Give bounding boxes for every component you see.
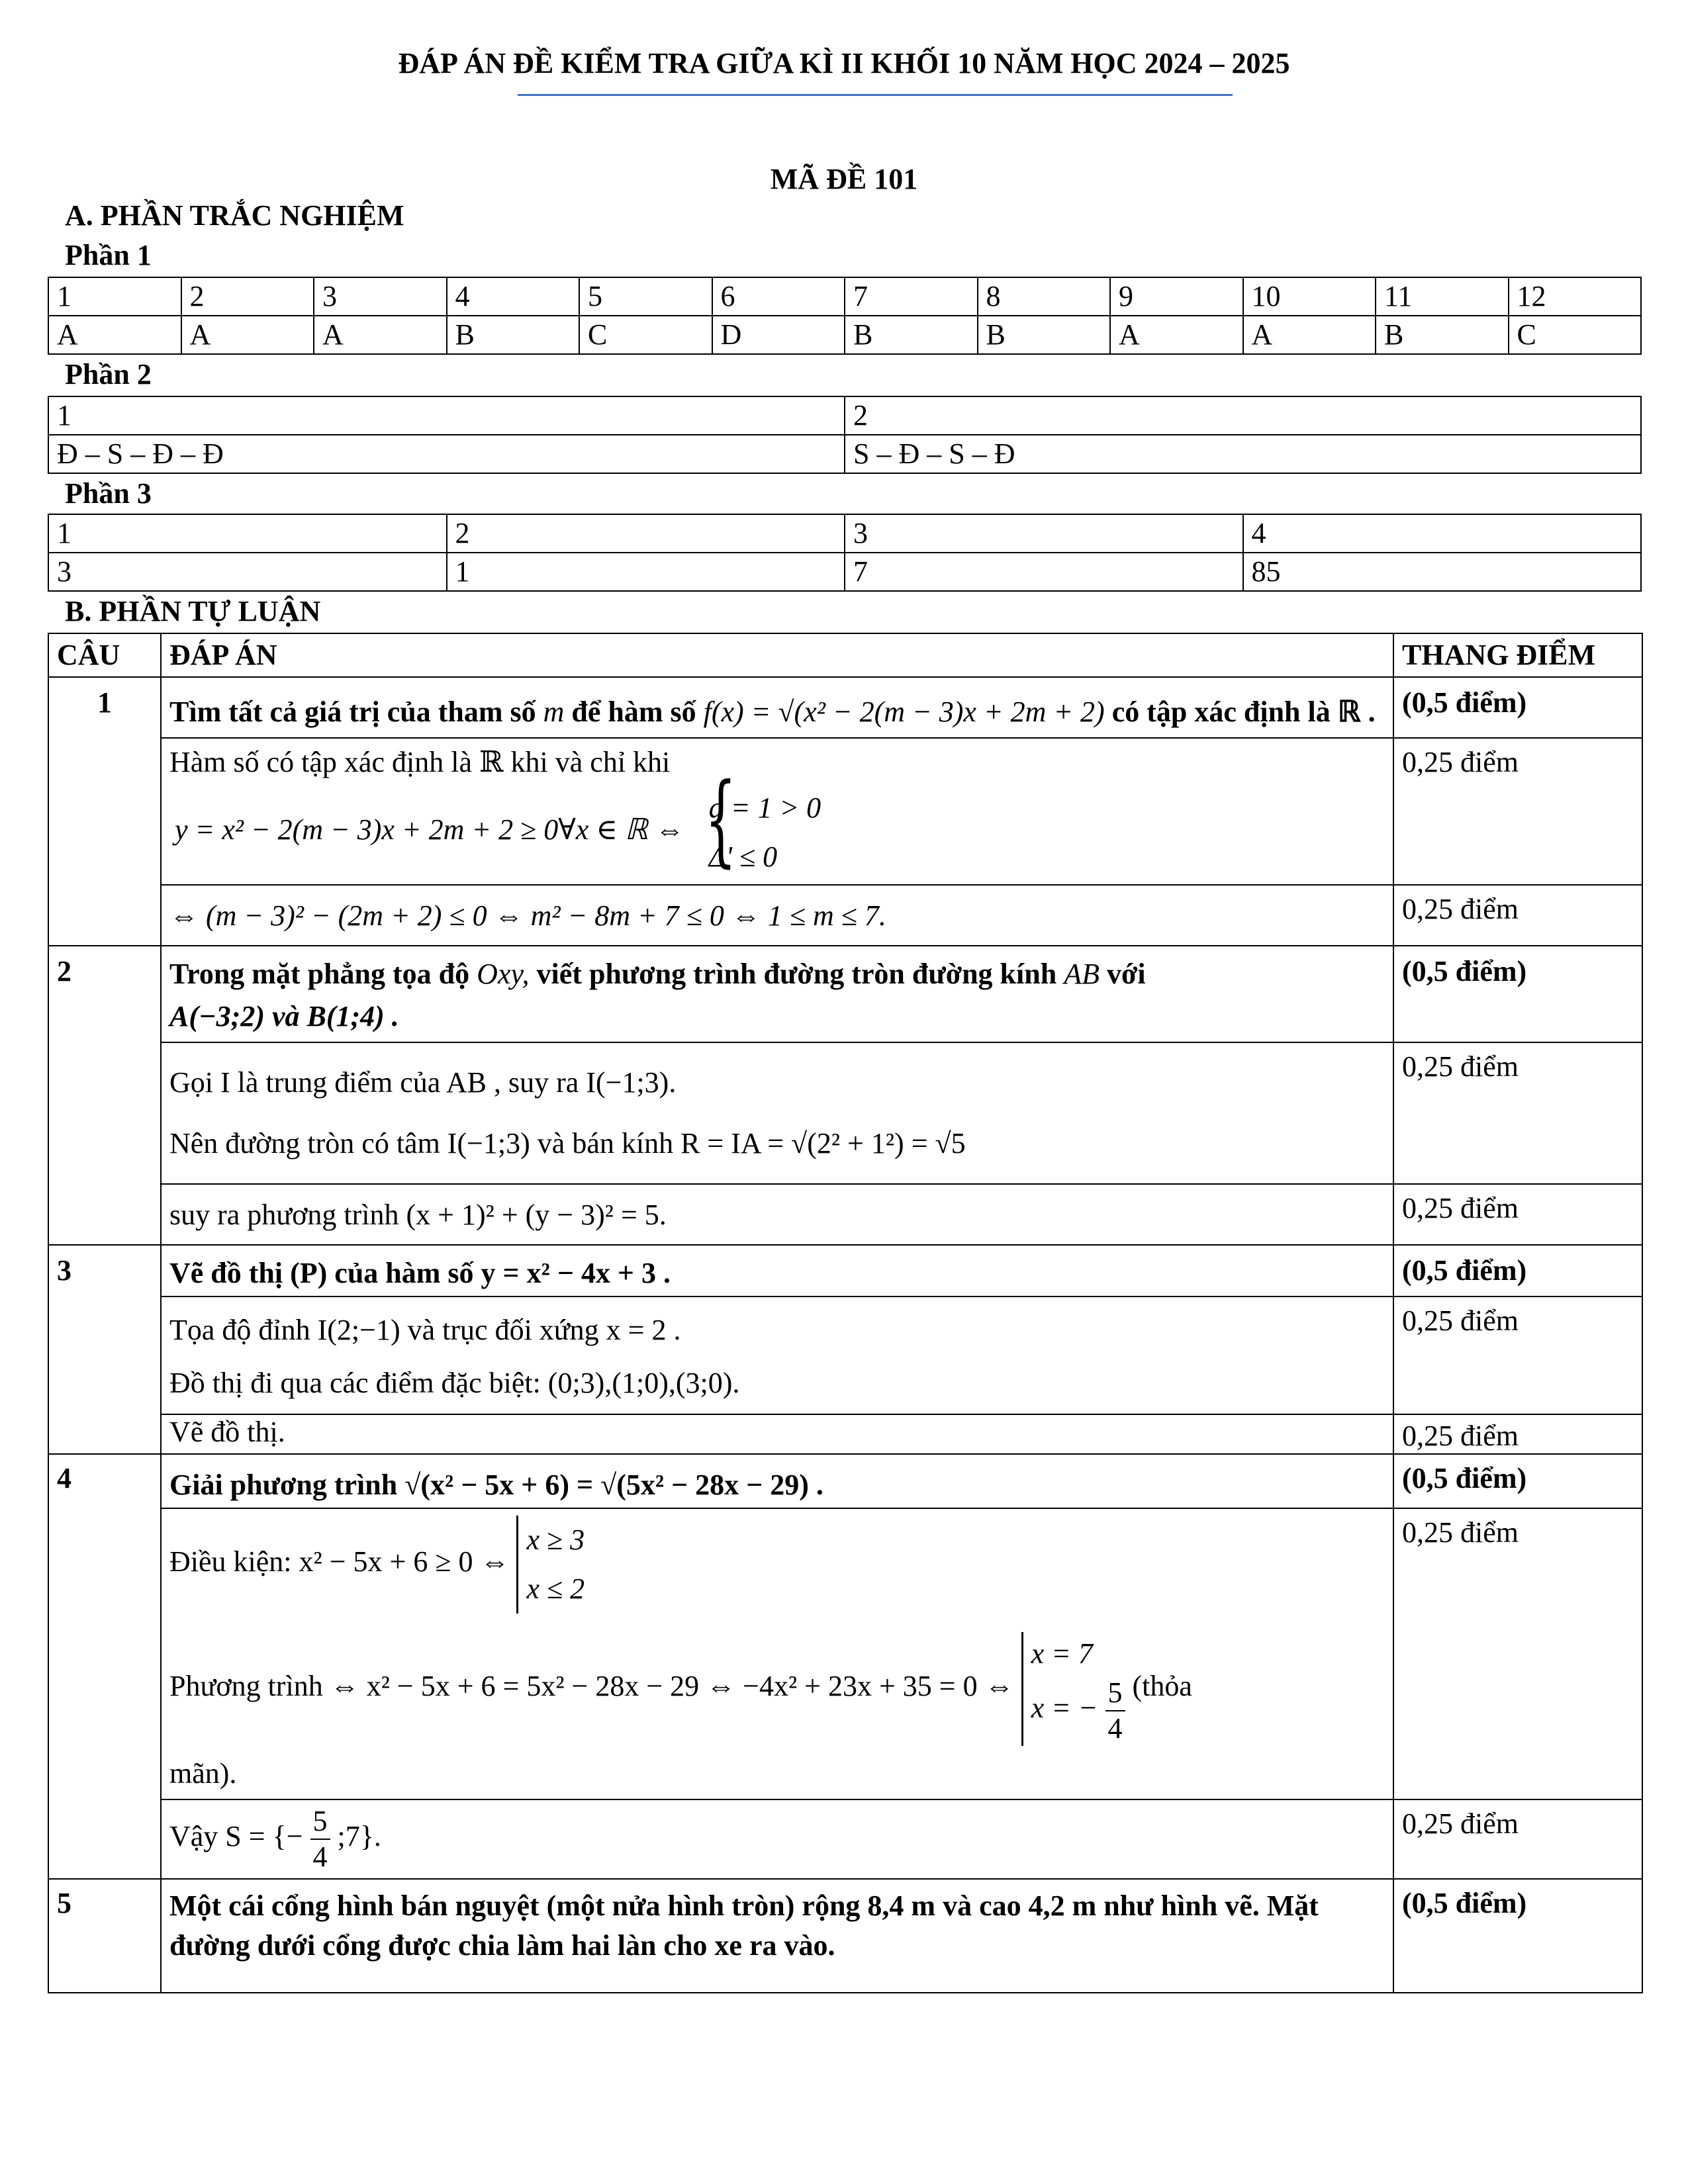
q2-ab: AB — [1064, 958, 1100, 990]
q4-step1-points: 0,25 điểm — [1393, 1508, 1642, 1799]
q4-solution-set-text: Vậy S = {− — [169, 1820, 303, 1853]
table-cell: A — [48, 316, 181, 354]
q4-solution-set-end: ;7}. — [337, 1820, 381, 1853]
table-cell: 9 — [1110, 277, 1243, 316]
q4-denominator: 4 — [1107, 1712, 1123, 1745]
q1-cond2: Δ' ≤ 0 — [708, 841, 778, 873]
exam-code: MÃ ĐỀ 101 — [770, 163, 918, 195]
page-title: ĐÁP ÁN ĐỀ KIỂM TRA GIỮA KÌ II KHỐI 10 NĂM HỌC 2024 – 2025 — [398, 47, 1290, 79]
q1-number: 1 — [48, 677, 161, 946]
table-cell: B — [1376, 316, 1509, 354]
q1-system — [692, 784, 821, 882]
q4-condition-text: Điều kiện: x² − 5x + 6 ≥ 0 ⇔ — [169, 1545, 510, 1578]
q2-prompt-row — [48, 946, 1642, 1042]
table-cell: 1 — [48, 396, 845, 435]
table-cell: 5 — [579, 277, 712, 316]
table-cell: 11 — [1376, 277, 1509, 316]
q4-step1-row — [48, 1508, 1642, 1799]
table-cell: 2 — [845, 396, 1641, 435]
q3-prompt: Vẽ đồ thị (P) của hàm số y = x² − 4x + 3 . — [161, 1245, 1393, 1297]
q3-step1-points: 0,25 điểm — [1393, 1297, 1642, 1414]
q2-prompt — [161, 946, 1393, 1042]
q5-points: (0,5 điểm) — [1393, 1879, 1642, 1993]
q1-text: để hàm số — [571, 696, 696, 728]
table-cell: A — [181, 316, 314, 354]
q4-condition-cases — [516, 1516, 585, 1614]
q4-condition — [169, 1516, 1385, 1614]
q1-step2-points: 0,25 điểm — [1393, 885, 1642, 946]
q4-step1 — [161, 1508, 1393, 1799]
q1-step1 — [161, 738, 1393, 885]
table-cell: 1 — [447, 553, 845, 591]
table-cell: 7 — [845, 277, 978, 316]
part3-number-row — [48, 514, 1641, 553]
q4-equation-text: Phương trình ⇔ x² − 5x + 6 = 5x² − 28x − 29 ⇔ −4x² + 23x + 35 = 0 ⇔ — [169, 1670, 1014, 1703]
q1-param: m — [543, 696, 565, 728]
q4-case2: x ≤ 2 — [526, 1572, 585, 1605]
q4-set-denominator: 4 — [312, 1841, 328, 1873]
q5-number: 5 — [48, 1879, 161, 1993]
table-cell: 4 — [1243, 514, 1642, 553]
essay-header-row — [48, 633, 1642, 677]
q4-case1: x ≥ 3 — [526, 1524, 585, 1556]
q2-number: 2 — [48, 946, 161, 1245]
q4-equation — [169, 1632, 1385, 1746]
q3-step2-points: 0,25 điểm — [1393, 1414, 1642, 1454]
q3-prompt-row — [48, 1245, 1642, 1297]
table-cell: A — [1110, 316, 1243, 354]
table-cell: D — [712, 316, 845, 354]
q2-text: Trong mặt phẳng tọa độ — [169, 958, 470, 990]
q4-satisfied-end: mãn). — [169, 1757, 237, 1790]
part1-answer-row — [48, 316, 1641, 354]
q4-solution1: x = 7 — [1031, 1637, 1093, 1670]
q5-prompt-row — [48, 1879, 1642, 1993]
table-cell: 85 — [1243, 553, 1642, 591]
q4-step2 — [161, 1799, 1393, 1879]
part3-table — [48, 514, 1642, 592]
q2-text: viết phương trình đường tròn đường kính — [536, 958, 1057, 990]
q4-numerator: 5 — [1105, 1676, 1125, 1711]
q1-step1-row — [48, 738, 1642, 885]
q3-step2: Vẽ đồ thị. — [161, 1414, 1393, 1454]
part1-number-row — [48, 277, 1641, 316]
table-cell: B — [845, 316, 978, 354]
q2-step1-line2: Nên đường tròn có tâm I(−1;3) và bán kính R = IA = √(2² + 1²) = √5 — [169, 1127, 966, 1160]
title-underline — [518, 94, 1233, 96]
q1-prompt-row — [48, 677, 1642, 738]
table-cell: 4 — [447, 277, 580, 316]
table-cell: 8 — [978, 277, 1111, 316]
q3-step1 — [161, 1297, 1393, 1414]
q2-step1-row — [48, 1042, 1642, 1184]
q1-cond1: { a = 1 > 0 — [708, 792, 821, 824]
q4-step2-row — [48, 1799, 1642, 1879]
q4-points: (0,5 điểm) — [1393, 1454, 1642, 1508]
q3-step1-line2: Đồ thị đi qua các điểm đặc biệt: (0;3),(1;0),(3;0). — [169, 1367, 740, 1399]
essay-table — [48, 633, 1643, 1993]
q2-step1 — [161, 1042, 1393, 1184]
q1-text: có tập xác định là ℝ . — [1111, 696, 1376, 728]
q1-step1-formula — [169, 784, 1385, 882]
header-question: CÂU — [48, 633, 161, 677]
part2-number-row — [48, 396, 1641, 435]
q1-inequality: y = x² − 2(m − 3)x + 2m + 2 ≥ 0∀x ∈ ℝ ⇔ — [175, 813, 684, 846]
table-cell: 10 — [1243, 277, 1376, 316]
table-cell: C — [1509, 316, 1642, 354]
q1-step2: ⇔ (m − 3)² − (2m + 2) ≤ 0 ⇔ m² − 8m + 7 ≤ 0 ⇔ 1 ≤ m ≤ 7. — [161, 885, 1393, 946]
table-cell: 3 — [314, 277, 447, 316]
q4-set-fraction — [310, 1804, 330, 1874]
table-cell: B — [978, 316, 1111, 354]
table-cell: Đ – S – Đ – Đ — [48, 435, 845, 473]
q2-text: với — [1106, 958, 1146, 990]
table-cell: 2 — [447, 514, 845, 553]
q4-solution2-text: x = − — [1031, 1692, 1098, 1725]
section-b-heading: B. PHẦN TỰ LUẬN — [65, 595, 321, 627]
part1-heading: Phần 1 — [65, 239, 152, 271]
q1-text: Tìm tất cả giá trị của tham số — [169, 696, 536, 728]
q4-solution2 — [1031, 1676, 1125, 1746]
table-cell: B — [447, 316, 580, 354]
q1-step1-points: 0,25 điểm — [1393, 738, 1642, 885]
q1-step2-row — [48, 885, 1642, 946]
table-cell: 3 — [48, 553, 447, 591]
q4-number: 4 — [48, 1454, 161, 1879]
q3-points: (0,5 điểm) — [1393, 1245, 1642, 1297]
q2-step1-points: 0,25 điểm — [1393, 1042, 1642, 1184]
table-cell: A — [314, 316, 447, 354]
table-cell: 2 — [181, 277, 314, 316]
part3-heading: Phần 3 — [65, 477, 152, 510]
q5-prompt: Một cái cổng hình bán nguyệt (một nửa hình tròn) rộng 8,4 m và cao 4,2 m như hình vẽ. Mặt đường dưới cổng được chia làm hai làn cho xe ra vào. — [161, 1879, 1393, 1993]
q4-step2-points: 0,25 điểm — [1393, 1799, 1642, 1879]
q2-step2: suy ra phương trình (x + 1)² + (y − 3)² = 5. — [161, 1184, 1393, 1245]
q2-step1-line1: Gọi I là trung điểm của AB , suy ra I(−1;3). — [169, 1066, 677, 1099]
q2-step2-row — [48, 1184, 1642, 1245]
part2-table — [48, 396, 1642, 474]
q2-oxy: Oxy, — [477, 958, 530, 990]
q4-prompt-row — [48, 1454, 1642, 1508]
part2-heading: Phần 2 — [65, 358, 152, 390]
table-cell: S – Đ – S – Đ — [845, 435, 1641, 473]
part3-answer-row — [48, 553, 1641, 591]
table-cell: 1 — [48, 277, 181, 316]
q4-fraction — [1105, 1676, 1125, 1746]
q3-number: 3 — [48, 1245, 161, 1454]
q2-points: (0,5 điểm) — [1393, 946, 1642, 1042]
q2-points-ab: A(−3;2) và B(1;4) . — [169, 1000, 399, 1032]
table-cell: 1 — [48, 514, 447, 553]
q3-step1-row — [48, 1297, 1642, 1414]
table-cell: 12 — [1509, 277, 1642, 316]
table-cell: C — [579, 316, 712, 354]
q3-step2-row — [48, 1414, 1642, 1454]
header-answer: ĐÁP ÁN — [161, 633, 1393, 677]
q1-points: (0,5 điểm) — [1393, 677, 1642, 738]
q3-step1-line1: Tọa độ đỉnh I(2;−1) và trục đối xứng x = 2 . — [169, 1314, 681, 1346]
q4-prompt: Giải phương trình √(x² − 5x + 6) = √(5x² − 28x − 29) . — [161, 1454, 1393, 1508]
table-cell: 3 — [845, 514, 1243, 553]
q2-step2-points: 0,25 điểm — [1393, 1184, 1642, 1245]
q1-step1-text: Hàm số có tập xác định là ℝ khi và chỉ khi — [169, 746, 671, 778]
q4-set-numerator: 5 — [310, 1804, 330, 1840]
q1-prompt — [161, 677, 1393, 738]
table-cell: A — [1243, 316, 1376, 354]
part1-table — [48, 277, 1642, 355]
q4-solutions — [1021, 1632, 1125, 1746]
part2-answer-row — [48, 435, 1641, 473]
q1-function: f(x) = √(x² − 2(m − 3)x + 2m + 2) — [703, 696, 1105, 728]
table-cell: 7 — [845, 553, 1243, 591]
section-a-heading: A. PHẦN TRẮC NGHIỆM — [65, 199, 404, 232]
q4-satisfied: (thỏa — [1132, 1670, 1192, 1703]
table-cell: 6 — [712, 277, 845, 316]
header-points: THANG ĐIỂM — [1393, 633, 1642, 677]
